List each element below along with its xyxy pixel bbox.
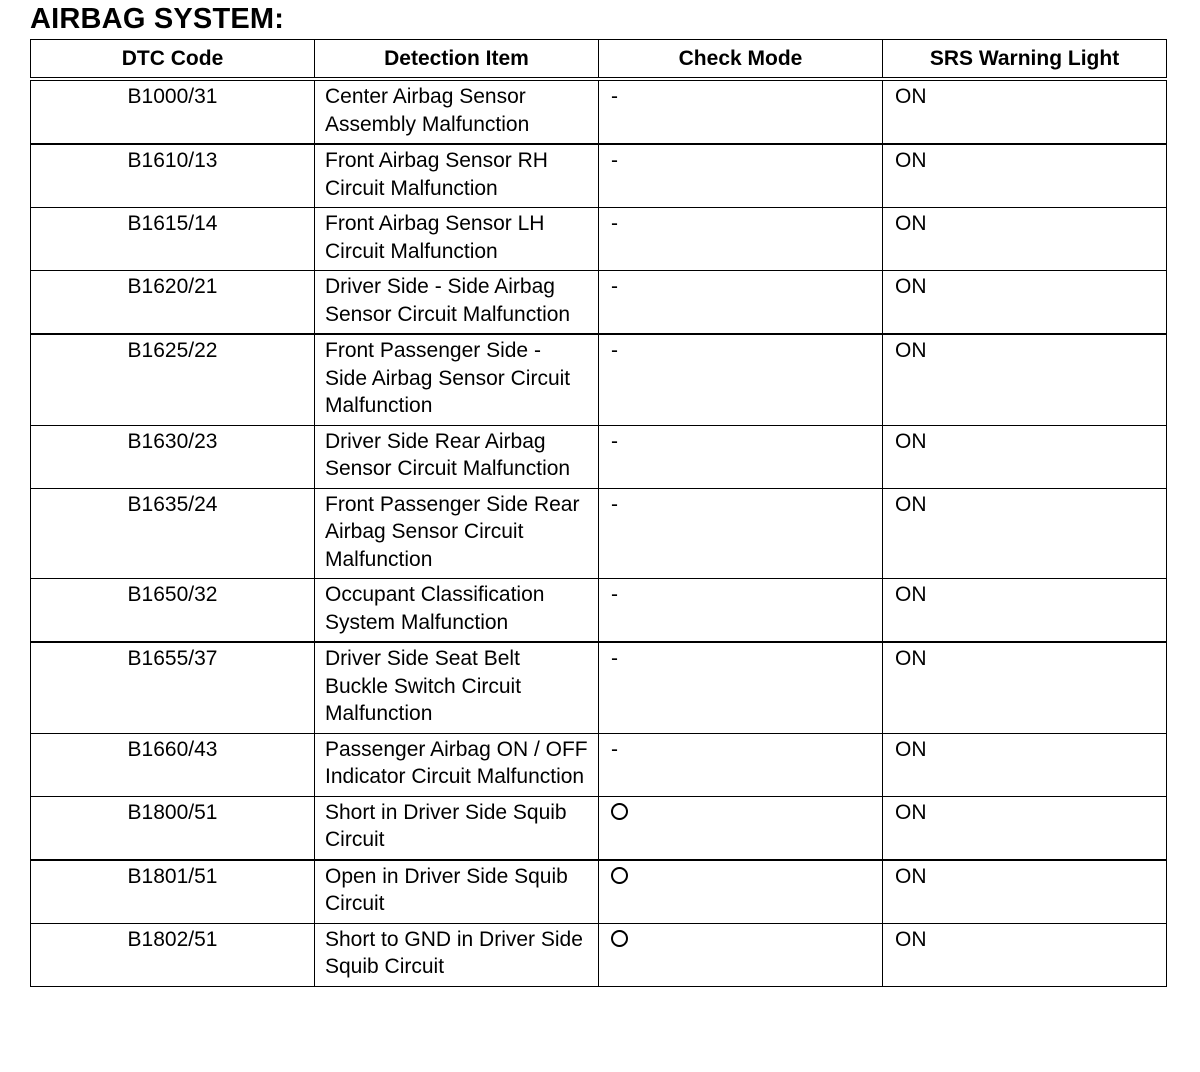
table-row <box>31 271 1167 335</box>
table-row <box>31 860 1167 924</box>
header-row <box>31 40 1167 80</box>
detection-item-cell: Short to GND in Driver Side Squib Circuit <box>315 923 599 986</box>
srs-warning-light-cell: ON <box>883 425 1167 488</box>
header-detection-item: Detection Item <box>315 40 599 80</box>
dtc-code-cell: B1660/43 <box>31 733 315 796</box>
check-mode-value: - <box>611 492 618 516</box>
table-row <box>31 334 1167 425</box>
detection-item-cell: Open in Driver Side Squib Circuit <box>315 860 599 924</box>
check-mode-value: - <box>611 583 618 606</box>
table-body <box>31 79 1167 986</box>
table-row <box>31 79 1167 144</box>
detection-item-cell: Front Airbag Sensor LH Circuit Malfunction <box>315 208 599 271</box>
table-row <box>31 796 1167 860</box>
dtc-code-cell: B1801/51 <box>31 860 315 924</box>
check-mode-cell <box>599 79 883 144</box>
header-srs-warning-light: SRS Warning Light <box>883 40 1167 80</box>
dtc-code-cell: B1620/21 <box>31 271 315 335</box>
check-mode-cell <box>599 271 883 335</box>
srs-warning-light-cell: ON <box>883 488 1167 579</box>
detection-item-cell: Front Passenger Side - Side Airbag Sensor Circuit Malfunction <box>315 334 599 425</box>
detection-item-cell: Center Airbag Sensor Assembly Malfunction <box>315 79 599 144</box>
check-mode-value: - <box>611 85 618 108</box>
dtc-code-cell: B1615/14 <box>31 208 315 271</box>
dtc-code-cell: B1635/24 <box>31 488 315 579</box>
detection-item-cell: Driver Side Seat Belt Buckle Switch Circuit Malfunction <box>315 642 599 733</box>
srs-warning-light-cell: ON <box>883 144 1167 208</box>
circle-icon <box>611 930 628 947</box>
check-mode-cell <box>599 579 883 643</box>
table-row <box>31 488 1167 579</box>
check-mode-value: - <box>611 647 618 670</box>
check-mode-cell <box>599 425 883 488</box>
detection-item-cell: Driver Side - Side Airbag Sensor Circuit Malfunction <box>315 271 599 335</box>
dtc-code-cell: B1625/22 <box>31 334 315 425</box>
page-title: AIRBAG SYSTEM: <box>30 3 285 35</box>
check-mode-cell <box>599 144 883 208</box>
srs-warning-light-cell: ON <box>883 733 1167 796</box>
check-mode-cell <box>599 334 883 425</box>
table-row <box>31 144 1167 208</box>
header-check-mode: Check Mode <box>599 40 883 80</box>
dtc-code-cell: B1802/51 <box>31 923 315 986</box>
srs-warning-light-cell: ON <box>883 208 1167 271</box>
dtc-code-cell: B1650/32 <box>31 579 315 643</box>
check-mode-cell <box>599 488 883 579</box>
check-mode-value: - <box>611 275 618 298</box>
dtc-code-cell: B1610/13 <box>31 144 315 208</box>
dtc-code-cell: B1000/31 <box>31 79 315 144</box>
table-row <box>31 733 1167 796</box>
srs-warning-light-cell: ON <box>883 271 1167 335</box>
circle-icon <box>611 867 628 884</box>
check-mode-cell <box>599 208 883 271</box>
check-mode-cell <box>599 796 883 860</box>
check-mode-value: - <box>611 149 618 172</box>
table-row <box>31 923 1167 986</box>
detection-item-cell: Short in Driver Side Squib Circuit <box>315 796 599 860</box>
dtc-code-cell: B1800/51 <box>31 796 315 860</box>
detection-item-cell: Front Passenger Side Rear Airbag Sensor Circuit Malfunction <box>315 488 599 579</box>
table-row <box>31 642 1167 733</box>
detection-item-cell: Passenger Airbag ON / OFF Indicator Circuit Malfunction <box>315 733 599 796</box>
detection-item-cell: Driver Side Rear Airbag Sensor Circuit Malfunction <box>315 425 599 488</box>
check-mode-cell <box>599 923 883 986</box>
srs-warning-light-cell: ON <box>883 334 1167 425</box>
dtc-table <box>30 39 1167 987</box>
table-header <box>31 40 1167 80</box>
check-mode-cell <box>599 642 883 733</box>
srs-warning-light-cell: ON <box>883 860 1167 924</box>
dtc-code-cell: B1630/23 <box>31 425 315 488</box>
dtc-code-cell: B1655/37 <box>31 642 315 733</box>
check-mode-cell <box>599 733 883 796</box>
detection-item-cell: Front Airbag Sensor RH Circuit Malfunction <box>315 144 599 208</box>
check-mode-value: - <box>611 737 618 761</box>
srs-warning-light-cell: ON <box>883 923 1167 986</box>
table-row <box>31 208 1167 271</box>
check-mode-cell <box>599 860 883 924</box>
circle-icon <box>611 803 628 820</box>
srs-warning-light-cell: ON <box>883 642 1167 733</box>
table-row <box>31 579 1167 643</box>
check-mode-value: - <box>611 429 618 453</box>
check-mode-value: - <box>611 339 618 362</box>
check-mode-value: - <box>611 212 618 235</box>
srs-warning-light-cell: ON <box>883 796 1167 860</box>
detection-item-cell: Occupant Classification System Malfunction <box>315 579 599 643</box>
header-dtc-code: DTC Code <box>31 40 315 80</box>
srs-warning-light-cell: ON <box>883 579 1167 643</box>
table-row <box>31 425 1167 488</box>
srs-warning-light-cell: ON <box>883 79 1167 144</box>
